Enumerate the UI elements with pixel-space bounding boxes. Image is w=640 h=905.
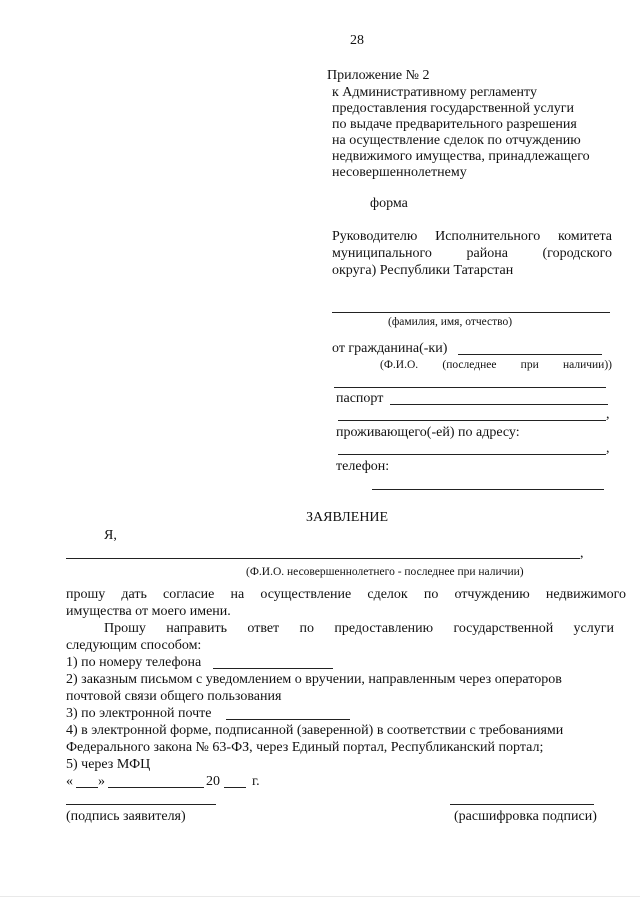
option-portal-line2: Федерального закона № 63-ФЗ, через Единый портал, Республиканский портал; bbox=[66, 740, 544, 755]
passport-label: паспорт bbox=[336, 391, 384, 406]
comma-mark: , bbox=[580, 546, 584, 561]
option-mail-line2: почтовой связи общего пользования bbox=[66, 689, 282, 704]
addressee-line: Руководителю Исполнительного комитета bbox=[332, 229, 612, 244]
scan-edge bbox=[0, 896, 640, 897]
statement-ya: Я, bbox=[104, 528, 117, 543]
address-field-line bbox=[338, 454, 606, 455]
comma-mark: , bbox=[606, 441, 610, 456]
statement-title: ЗАЯВЛЕНИЕ bbox=[306, 510, 389, 525]
para2-line2: следующим способом: bbox=[66, 638, 202, 653]
passport-field-line-2 bbox=[338, 420, 606, 421]
form-label: форма bbox=[370, 196, 408, 211]
date-suffix: г. bbox=[252, 774, 260, 789]
minor-field-line bbox=[66, 558, 580, 559]
para1-line1: прошу дать согласие на осуществление сделок по отчуждению недвижимого bbox=[66, 587, 626, 602]
decode-line bbox=[450, 804, 594, 805]
appendix-title: Приложение № 2 bbox=[327, 68, 430, 83]
option-mfc: 5) через МФЦ bbox=[66, 757, 151, 772]
decode-caption: (расшифровка подписи) bbox=[454, 809, 597, 824]
option-email: 3) по электронной почте bbox=[66, 706, 212, 721]
addressee-line: округа) Республики Татарстан bbox=[332, 263, 514, 278]
option-phone: 1) по номеру телефона bbox=[66, 655, 202, 670]
date-month-line bbox=[108, 787, 204, 788]
phone-field-line bbox=[372, 489, 604, 490]
from-field-line bbox=[458, 354, 602, 355]
page-number: 28 bbox=[350, 33, 364, 48]
option-phone-line bbox=[213, 668, 333, 669]
phone-label: телефон: bbox=[336, 459, 390, 474]
signature-caption: (подпись заявителя) bbox=[66, 809, 186, 824]
option-mail-line1: 2) заказным письмом с уведомлением о вручении, направленным через операторов bbox=[66, 672, 562, 687]
appendix-line: к Административному регламенту bbox=[332, 85, 537, 100]
option-portal-line1: 4) в электронной форме, подписанной (заверенной) в соответствии с требованиями bbox=[66, 723, 564, 738]
address-label: проживающего(-ей) по адресу: bbox=[336, 425, 520, 440]
date-open-quote: « bbox=[66, 774, 73, 789]
appendix-line: недвижимого имущества, принадлежащего bbox=[332, 149, 590, 164]
appendix-line: по выдаче предварительного разрешения bbox=[332, 117, 577, 132]
fio2-caption: (Ф.И.О. (последнее при наличии)) bbox=[380, 359, 612, 371]
passport-field-line bbox=[390, 404, 608, 405]
signature-line bbox=[66, 804, 216, 805]
para2-line1: Прошу направить ответ по предоставлению государственной услуги bbox=[104, 621, 614, 636]
comma-mark: , bbox=[606, 407, 610, 422]
date-year: 20 bbox=[206, 774, 220, 789]
date-day-line bbox=[76, 787, 98, 788]
from-label: от гражданина(-ки) bbox=[332, 341, 448, 356]
minor-caption: (Ф.И.О. несовершеннолетнего - последнее при наличии) bbox=[246, 566, 524, 578]
fio-field-line bbox=[332, 312, 610, 313]
appendix-line: на осуществление сделок по отчуждению bbox=[332, 133, 581, 148]
option-email-line bbox=[226, 719, 350, 720]
addressee-line: муниципального района (городского bbox=[332, 246, 612, 261]
fio-caption: (фамилия, имя, отчество) bbox=[388, 316, 513, 328]
appendix-line: несовершеннолетнему bbox=[332, 165, 467, 180]
date-close-quote: » bbox=[98, 774, 105, 789]
date-year-line bbox=[224, 787, 246, 788]
appendix-line: предоставления государственной услуги bbox=[332, 101, 574, 116]
para1-line2: имущества от моего имени. bbox=[66, 604, 231, 619]
fio2-field-line bbox=[334, 387, 606, 388]
